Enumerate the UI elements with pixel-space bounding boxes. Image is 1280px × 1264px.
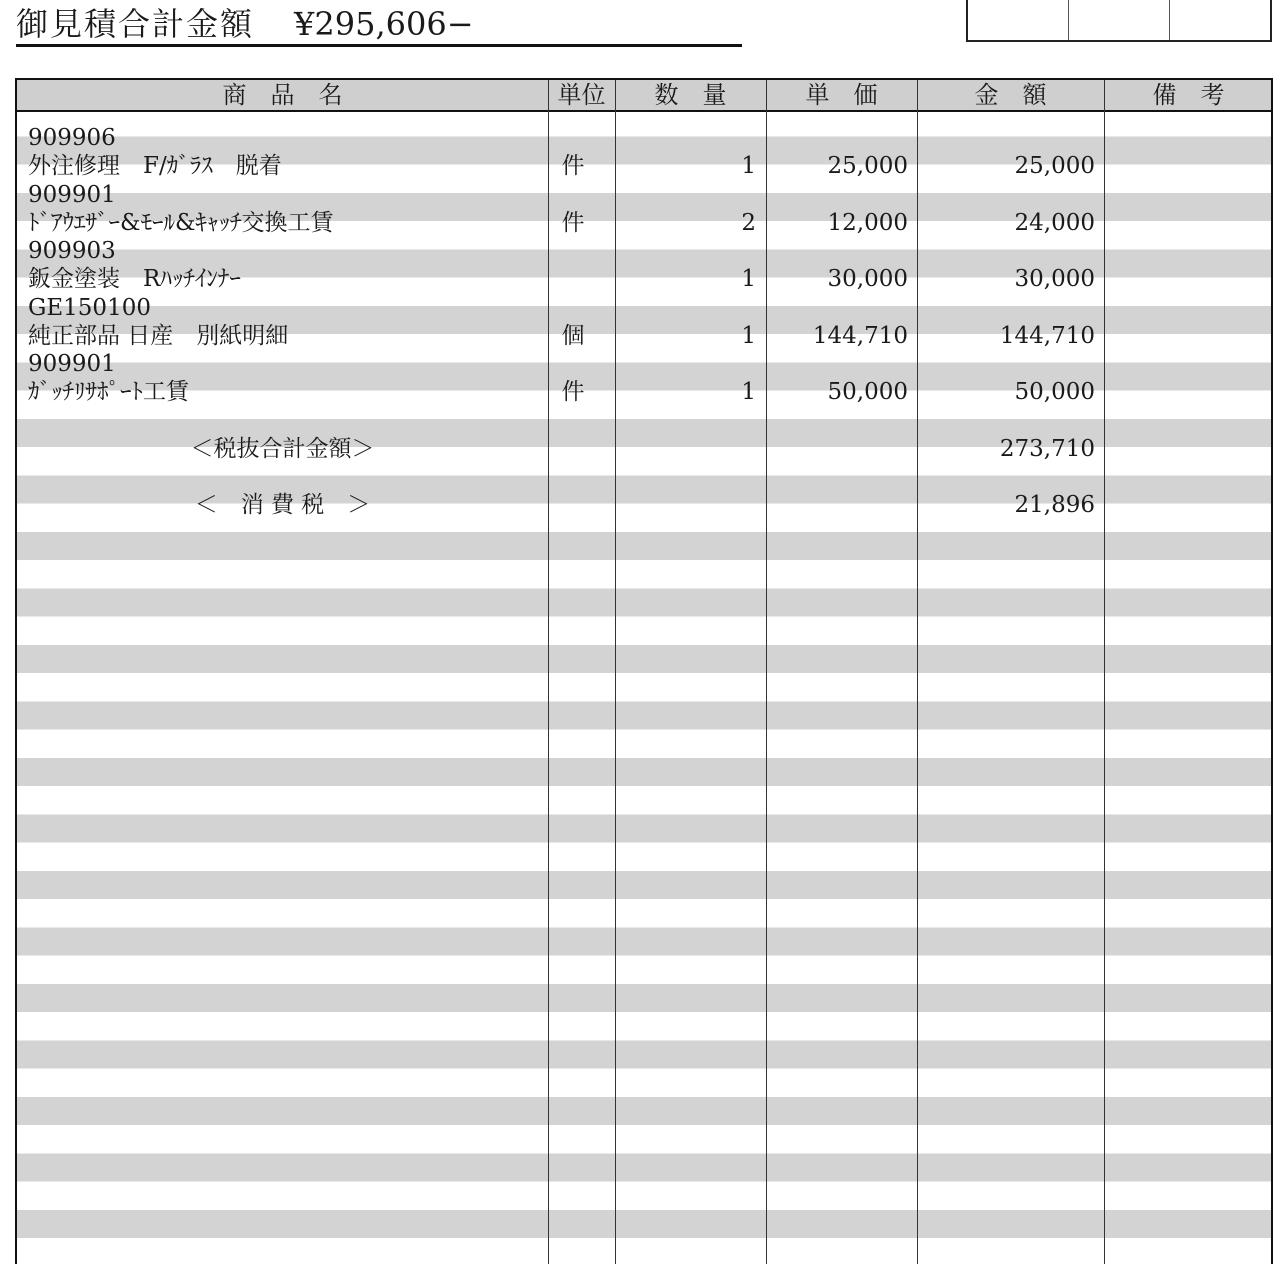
subtotal-amount: 273,710	[999, 436, 1095, 462]
item-name: 外注修理 F/ｶﾞﾗｽ 脱着	[28, 153, 282, 179]
item-unit-price: 144,710	[812, 323, 908, 349]
item-unit: 件	[561, 379, 585, 405]
item-unit: 個	[561, 323, 585, 349]
tax-amount: 21,896	[1014, 492, 1095, 518]
stamp-cell	[1170, 0, 1270, 40]
tax-label: ＜ 消 費 税 ＞	[194, 492, 371, 518]
column-divider	[917, 80, 918, 1264]
subtotal-label: ＜税抜合計金額＞	[190, 436, 375, 462]
estimate-table	[15, 78, 1273, 1264]
item-quantity: 1	[741, 323, 756, 349]
item-unit-price: 12,000	[827, 210, 908, 236]
estimate-total-label: 御見積合計金額	[16, 5, 255, 43]
item-quantity: 1	[741, 153, 756, 179]
item-amount: 25,000	[1014, 153, 1095, 179]
item-quantity: 2	[741, 210, 756, 236]
estimate-total-amount: ¥295,606−	[294, 5, 474, 43]
item-code: GE150100	[28, 295, 151, 321]
item-unit: 件	[561, 153, 585, 179]
header-quantity: 数 量	[654, 81, 727, 109]
stamp-cell	[968, 0, 1069, 40]
item-amount: 24,000	[1014, 210, 1095, 236]
header-unit-price: 単 価	[805, 81, 878, 109]
column-divider	[1104, 80, 1105, 1264]
item-name: 純正部品 日産 別紙明細	[28, 323, 289, 349]
item-unit-price: 50,000	[827, 379, 908, 405]
item-code: 909903	[28, 238, 116, 264]
approval-stamp-box	[966, 0, 1272, 42]
header-product-name: 商 品 名	[222, 81, 343, 109]
column-divider	[766, 80, 767, 1264]
column-divider	[548, 80, 549, 1264]
stamp-cell	[1069, 0, 1170, 40]
item-unit-price: 30,000	[827, 266, 908, 292]
item-unit: 件	[561, 210, 585, 236]
item-quantity: 1	[741, 379, 756, 405]
item-amount: 144,710	[999, 323, 1095, 349]
header-unit: 単位	[557, 81, 606, 109]
item-name: ﾄﾞｱｳｴｻﾞｰ&ﾓｰﾙ&ｷｬｯﾁ交換工賃	[28, 210, 334, 236]
item-amount: 50,000	[1014, 379, 1095, 405]
item-code: 909901	[28, 182, 116, 208]
column-divider	[615, 80, 616, 1264]
header-remarks: 備 考	[1152, 81, 1225, 109]
estimate-total-header	[16, 0, 742, 47]
item-unit-price: 25,000	[827, 153, 908, 179]
item-code: 909901	[28, 351, 116, 377]
item-code: 909906	[28, 125, 116, 151]
item-name: 鈑金塗装 Rﾊｯﾁｲﾝﾅｰ	[28, 266, 241, 292]
item-quantity: 1	[741, 266, 756, 292]
item-name: ｶﾞｯﾁﾘｻﾎﾟｰﾄ工賃	[28, 379, 189, 405]
header-amount: 金 額	[974, 81, 1047, 109]
item-amount: 30,000	[1014, 266, 1095, 292]
